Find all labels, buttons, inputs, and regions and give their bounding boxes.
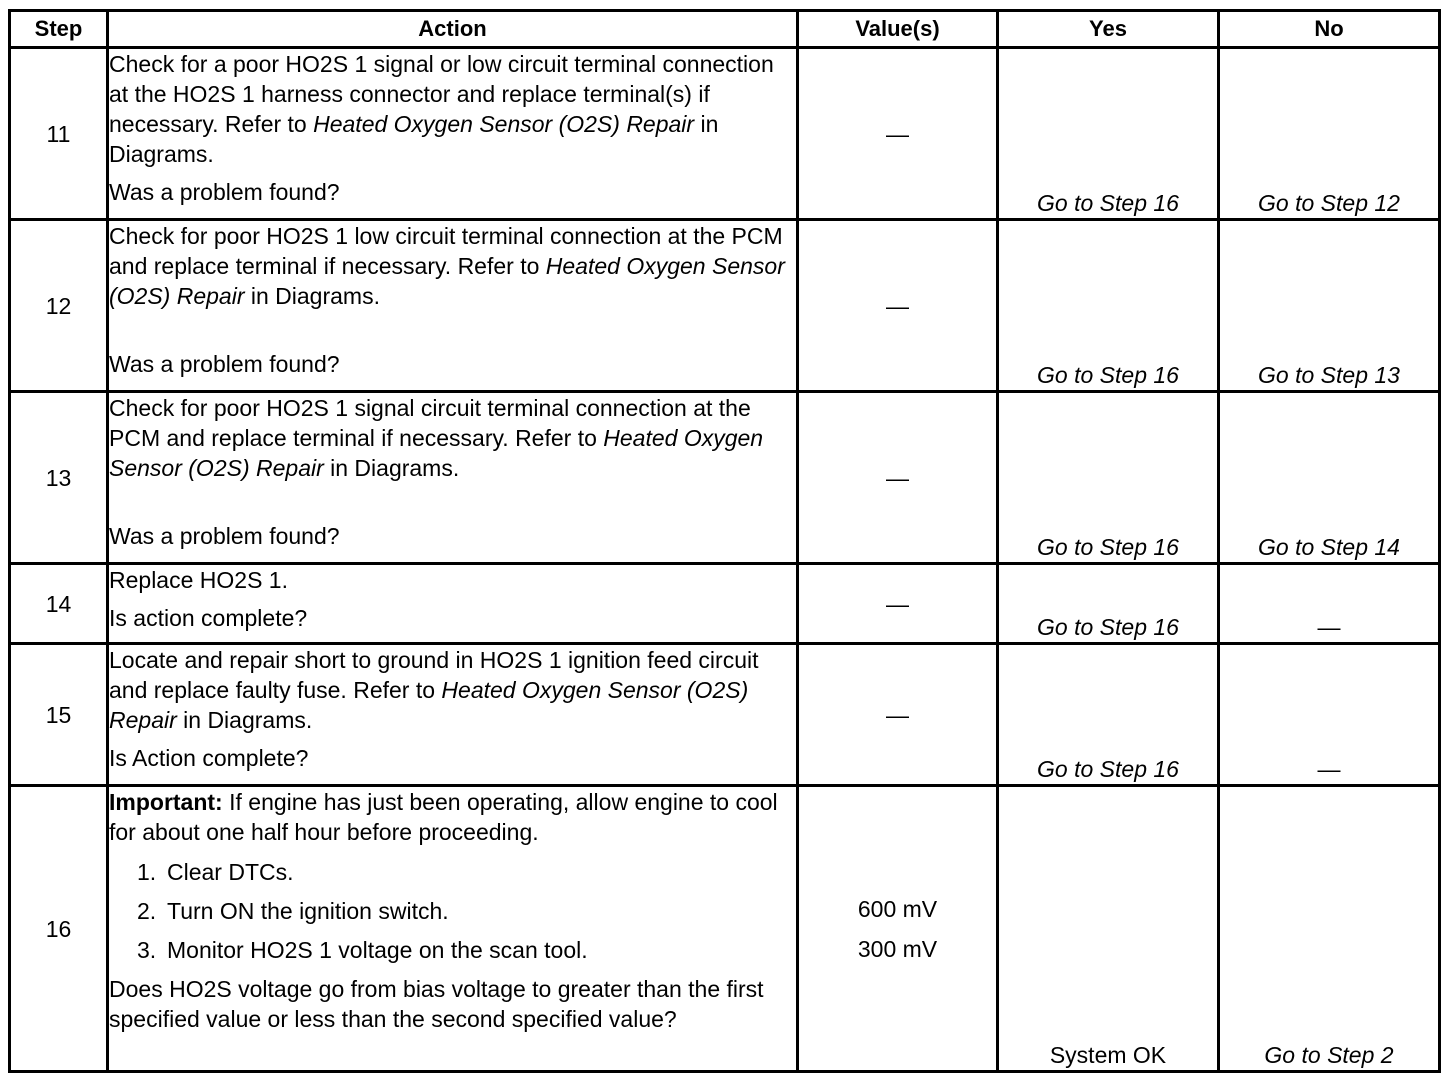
no-result: —	[1219, 564, 1440, 644]
table-row	[10, 644, 1440, 786]
action-text-pre: Check for poor HO2S 1 low circuit terminal connection at the PCM and replace terminal if necessary. Refer to	[109, 223, 783, 279]
list-item	[109, 892, 796, 931]
no-result: Go to Step 2	[1219, 786, 1440, 1072]
substep-list	[109, 853, 796, 970]
action-question: Was a problem found?	[109, 351, 340, 377]
yes-result: Go to Step 16	[998, 644, 1219, 786]
step-number: 11	[10, 48, 108, 220]
header-yes: Yes	[998, 11, 1219, 48]
header-no: No	[1219, 11, 1440, 48]
value-cell: —	[798, 644, 998, 786]
first-value: 600 mV	[857, 895, 938, 922]
substep-number: 1.	[137, 859, 157, 885]
value-cell: —	[798, 48, 998, 220]
header-row	[10, 11, 1440, 48]
table-row	[10, 564, 1440, 644]
table-row	[10, 392, 1440, 564]
yes-result: Go to Step 16	[998, 48, 1219, 220]
important-label: Important:	[109, 789, 223, 815]
second-value: 300 mV	[857, 935, 938, 962]
list-item	[109, 931, 796, 970]
action-cell	[108, 392, 798, 564]
action-text	[109, 645, 796, 735]
important-note	[109, 787, 796, 847]
header-action: Action	[108, 11, 798, 48]
action-cell	[108, 564, 798, 644]
step-number: 13	[10, 392, 108, 564]
step-number: 16	[10, 786, 108, 1072]
action-reference: Heated Oxygen Sensor (O2S) Repair	[313, 111, 695, 137]
value-cell: —	[798, 564, 998, 644]
action-text-pre: Check for a poor HO2S 1 signal or low circuit terminal connection at the HO2S 1 harness connector and replace terminal(s) if necessary. Refer to	[109, 51, 774, 137]
action-text-post: in Diagrams.	[176, 707, 313, 733]
substep-text: Clear DTCs.	[167, 859, 294, 885]
yes-result: Go to Step 16	[998, 220, 1219, 392]
action-question: Was a problem found?	[109, 179, 340, 205]
action-cell	[108, 48, 798, 220]
action-text-post: in Diagrams.	[323, 455, 460, 481]
action-text-post: in Diagrams.	[109, 111, 719, 167]
table-row	[10, 786, 1440, 1072]
table-row	[10, 48, 1440, 220]
value-cell	[798, 786, 998, 1072]
diagnostic-table	[8, 9, 1441, 1073]
action-reference: Heated Oxygen Sensor (O2S) Repair	[109, 677, 749, 733]
value-cell: —	[798, 220, 998, 392]
action-reference: Heated Oxygen Sensor (O2S) Repair	[109, 425, 764, 481]
header-values: Value(s)	[798, 11, 998, 48]
action-cell	[108, 220, 798, 392]
yes-result: Go to Step 16	[998, 564, 1219, 644]
no-result: Go to Step 12	[1219, 48, 1440, 220]
substep-text: Monitor HO2S 1 voltage on the scan tool.	[167, 937, 588, 963]
value-cell: —	[798, 392, 998, 564]
step-number: 14	[10, 564, 108, 644]
substep-text: Turn ON the ignition switch.	[167, 898, 449, 924]
substep-number: 3.	[137, 937, 157, 963]
action-text-pre: Check for poor HO2S 1 signal circuit terminal connection at the PCM and replace terminal if necessary. Refer to	[109, 395, 751, 451]
important-text: If engine has just been operating, allow engine to cool for about one half hour before proceeding.	[109, 789, 778, 845]
action-cell	[108, 644, 798, 786]
action-text: Replace HO2S 1.	[109, 567, 288, 593]
action-text-pre: Locate and repair short to ground in HO2S 1 ignition feed circuit and replace faulty fuse. Refer to	[109, 647, 759, 703]
action-question: Was a problem found?	[109, 523, 340, 549]
action-text-post: in Diagrams.	[244, 283, 380, 309]
action-reference: Heated Oxygen Sensor (O2S) Repair	[109, 253, 785, 309]
step-number: 15	[10, 644, 108, 786]
substep-number: 2.	[137, 898, 157, 924]
no-result: Go to Step 14	[1219, 392, 1440, 564]
yes-result: Go to Step 16	[998, 392, 1219, 564]
no-result: —	[1219, 644, 1440, 786]
step-number: 12	[10, 220, 108, 392]
action-cell	[108, 786, 798, 1072]
list-item	[109, 853, 796, 892]
action-question: Does HO2S voltage go from bias voltage to greater than the first specified value or less than the second specified value?	[109, 976, 764, 1032]
action-question: Is action complete?	[109, 605, 308, 631]
action-text	[109, 49, 796, 169]
no-result: Go to Step 13	[1219, 220, 1440, 392]
header-step: Step	[10, 11, 108, 48]
action-text	[109, 221, 796, 311]
yes-result: System OK	[998, 786, 1219, 1072]
action-text	[109, 393, 796, 483]
table-row	[10, 220, 1440, 392]
action-question: Is Action complete?	[109, 745, 309, 771]
